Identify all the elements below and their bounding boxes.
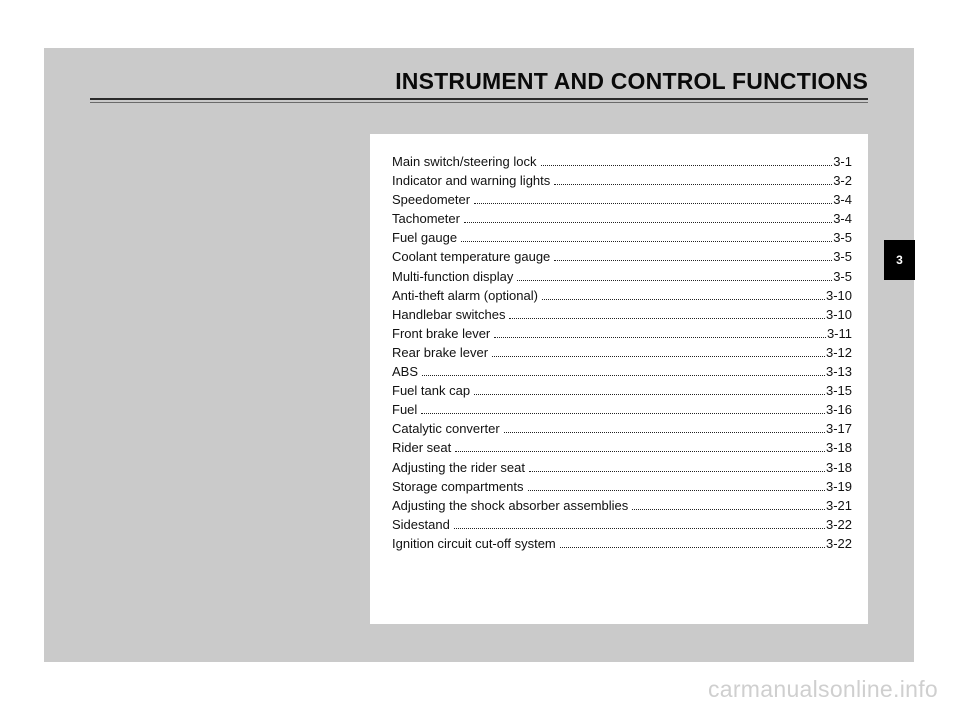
toc-entry-label: Fuel gauge bbox=[392, 230, 458, 246]
toc-entry[interactable] bbox=[392, 402, 852, 421]
toc-entry-label: Sidestand bbox=[392, 516, 450, 532]
toc-entry[interactable] bbox=[392, 154, 852, 173]
toc-entry[interactable] bbox=[392, 421, 852, 440]
toc-entry-page: 3-18 bbox=[825, 459, 852, 475]
toc-entry-page: 3-10 bbox=[825, 306, 852, 322]
toc-leader-dots bbox=[474, 394, 825, 395]
toc-entry-page: 3-19 bbox=[825, 478, 852, 494]
toc-entry-label: Multi-function display bbox=[392, 268, 514, 284]
toc-entry-page: 3-4 bbox=[833, 211, 852, 227]
toc-leader-dots bbox=[542, 299, 825, 300]
toc-entry-page: 3-15 bbox=[825, 383, 852, 399]
toc-list bbox=[392, 154, 852, 555]
toc-entry[interactable] bbox=[392, 173, 852, 192]
toc-entry-label: ABS bbox=[392, 364, 419, 380]
toc-entry[interactable] bbox=[392, 536, 852, 555]
toc-leader-dots bbox=[529, 471, 825, 472]
toc-leader-dots bbox=[509, 318, 825, 319]
toc-leader-dots bbox=[454, 528, 825, 529]
toc-entry-label: Storage compartments bbox=[392, 478, 524, 494]
toc-leader-dots bbox=[464, 222, 832, 223]
toc-leader-dots bbox=[517, 280, 832, 281]
toc-leader-dots bbox=[421, 413, 825, 414]
toc-entry-label: Anti-theft alarm (optional) bbox=[392, 287, 538, 303]
toc-leader-dots bbox=[528, 490, 825, 491]
toc-entry-label: Adjusting the rider seat bbox=[392, 459, 525, 475]
toc-entry[interactable] bbox=[392, 479, 852, 498]
toc-entry-label: Main switch/steering lock bbox=[392, 154, 537, 169]
toc-entry-label: Front brake lever bbox=[392, 325, 491, 341]
toc-entry[interactable] bbox=[392, 440, 852, 459]
toc-entry-label: Catalytic converter bbox=[392, 421, 500, 437]
toc-leader-dots bbox=[554, 184, 832, 185]
toc-leader-dots bbox=[632, 509, 825, 510]
toc-leader-dots bbox=[560, 547, 825, 548]
toc-box bbox=[370, 134, 868, 624]
toc-entry-label: Tachometer bbox=[392, 211, 460, 227]
watermark: carmanualsonline.info bbox=[707, 676, 938, 702]
toc-entry-label: Fuel bbox=[392, 402, 418, 418]
toc-leader-dots bbox=[474, 203, 832, 204]
toc-entry-page: 3-21 bbox=[825, 497, 852, 513]
toc-entry-label: Ignition circuit cut-off system bbox=[392, 535, 556, 551]
toc-entry[interactable] bbox=[392, 383, 852, 402]
toc-entry[interactable] bbox=[392, 269, 852, 288]
chapter-tab: 3 bbox=[884, 240, 915, 280]
toc-entry-page: 3-2 bbox=[833, 173, 852, 189]
toc-entry-page: 3-16 bbox=[825, 402, 852, 418]
page-title: INSTRUMENT AND CONTROL FUNCTIONS bbox=[395, 68, 868, 94]
toc-entry-page: 3-4 bbox=[833, 192, 852, 208]
toc-leader-dots bbox=[422, 375, 825, 376]
toc-entry[interactable] bbox=[392, 460, 852, 479]
toc-entry-page: 3-13 bbox=[825, 364, 852, 380]
toc-entry[interactable] bbox=[392, 249, 852, 268]
toc-entry[interactable] bbox=[392, 517, 852, 536]
toc-entry-page: 3-5 bbox=[833, 268, 852, 284]
toc-entry-page: 3-5 bbox=[833, 249, 852, 265]
toc-leader-dots bbox=[541, 165, 833, 166]
toc-entry-label: Handlebar switches bbox=[392, 306, 506, 322]
toc-entry[interactable] bbox=[392, 326, 852, 345]
toc-entry-page: 3-11 bbox=[826, 325, 852, 341]
toc-entry-page: 3-22 bbox=[825, 516, 852, 532]
toc-leader-dots bbox=[461, 241, 832, 242]
toc-entry[interactable] bbox=[392, 345, 852, 364]
toc-entry[interactable] bbox=[392, 192, 852, 211]
title-rule bbox=[90, 98, 868, 103]
toc-leader-dots bbox=[494, 337, 826, 338]
toc-entry[interactable] bbox=[392, 364, 852, 383]
toc-entry-page: 3-10 bbox=[825, 287, 852, 303]
toc-entry[interactable] bbox=[392, 211, 852, 230]
toc-entry-label: Coolant temperature gauge bbox=[392, 249, 551, 265]
toc-leader-dots bbox=[492, 356, 825, 357]
toc-entry[interactable] bbox=[392, 230, 852, 249]
toc-entry-page: 3-1 bbox=[833, 154, 852, 169]
toc-leader-dots bbox=[504, 432, 825, 433]
toc-leader-dots bbox=[554, 260, 832, 261]
toc-entry[interactable] bbox=[392, 498, 852, 517]
toc-entry-page: 3-18 bbox=[825, 440, 852, 456]
toc-entry-label: Rider seat bbox=[392, 440, 452, 456]
toc-entry-label: Indicator and warning lights bbox=[392, 173, 551, 189]
toc-entry-label: Fuel tank cap bbox=[392, 383, 471, 399]
toc-entry-label: Rear brake lever bbox=[392, 344, 489, 360]
toc-leader-dots bbox=[455, 451, 825, 452]
toc-entry-page: 3-22 bbox=[825, 535, 852, 551]
toc-entry-page: 3-17 bbox=[825, 421, 852, 437]
toc-entry-page: 3-12 bbox=[825, 344, 852, 360]
toc-entry-label: Adjusting the shock absorber assemblies bbox=[392, 497, 629, 513]
toc-entry[interactable] bbox=[392, 288, 852, 307]
toc-entry[interactable] bbox=[392, 307, 852, 326]
toc-entry-page: 3-5 bbox=[833, 230, 852, 246]
toc-entry-label: Speedometer bbox=[392, 192, 471, 208]
manual-page bbox=[44, 48, 914, 662]
